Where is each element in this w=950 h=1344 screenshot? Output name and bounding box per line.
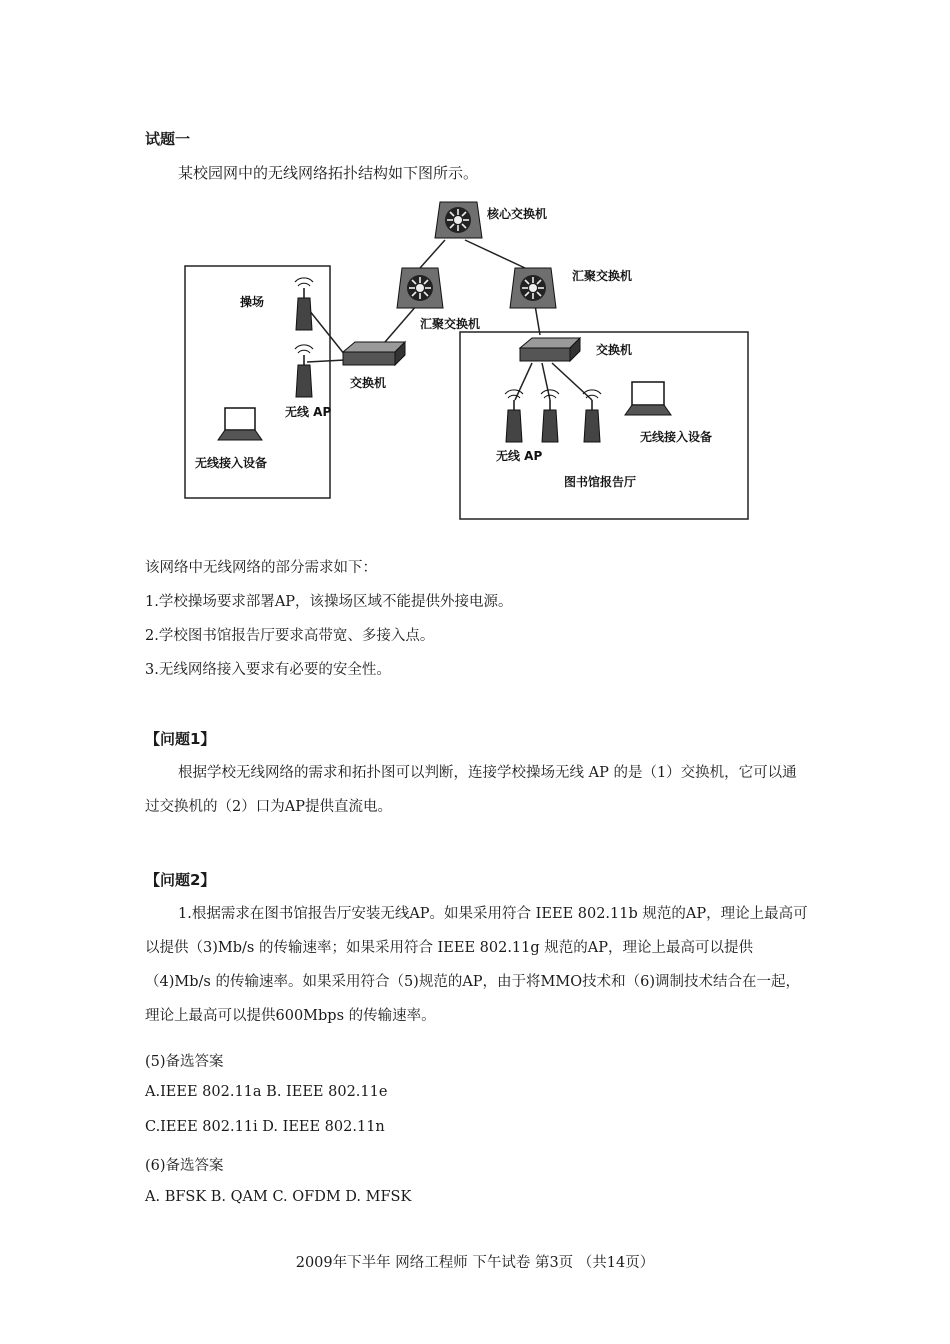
- option-5-label: (5)备选答案: [145, 1054, 224, 1070]
- intro-text: 某校园网中的无线网络拓扑结构如下图所示。: [178, 164, 479, 182]
- laptop-icon: [625, 382, 671, 415]
- section-title: 试题一: [145, 130, 191, 148]
- question-1-heading: 【问题1】: [145, 730, 216, 748]
- device-right-label: 无线接入设备: [640, 430, 713, 444]
- question-2-heading: 【问题2】: [145, 871, 216, 889]
- question-1-text: 根据学校无线网络的需求和拓扑图可以判断，连接学校操场无线 AP 的是（1）交换机，它可以通过交换机的（2）口为AP提供直流电。: [145, 765, 797, 815]
- option-6-line: A. BFSK B. QAM C. OFDM D. MFSK: [145, 1189, 412, 1205]
- core-switch-icon: [435, 202, 482, 238]
- question-2-text: 1.根据需求在图书馆报告厅安装无线AP。如果采用符合 IEEE 802.11b 规范的AP，理论上最高可以提供（3)Mb/s 的传输速率；如果采用符合 IEEE 802.11g 规范的AP，理论上最高可以提供（4)Mb/s 的传输速率。如果采用符合（5)规范的AP，由于将MMO技术和（6)调制技术结合在一起，理论上最高可以提供600Mbps 的传输速率。: [145, 906, 808, 1024]
- switch-left-label: 交换机: [350, 376, 387, 390]
- ap-right-label: 无线 AP: [496, 449, 543, 463]
- playground-label: 操场: [240, 295, 265, 309]
- agg-switch-left-label: 汇聚交换机: [420, 317, 481, 331]
- laptop-icon: [218, 408, 262, 440]
- agg-switch-left-icon: [397, 268, 443, 308]
- switch-right-label: 交换机: [596, 343, 633, 357]
- ap-left-label: 无线 AP: [285, 405, 332, 419]
- option-5-line: C.IEEE 802.11i D. IEEE 802.11n: [145, 1119, 385, 1135]
- option-6-label: (6)备选答案: [145, 1158, 224, 1174]
- ap-icon: [295, 345, 313, 397]
- switch-left-icon: [343, 342, 405, 365]
- agg-switch-right-label: 汇聚交换机: [572, 269, 633, 283]
- ap-icon: [583, 390, 601, 442]
- library-zone: [460, 332, 748, 519]
- switch-right-icon: [520, 338, 580, 361]
- library-label: 图书馆报告厅: [564, 475, 637, 489]
- topology-diagram: [180, 190, 755, 525]
- core-switch-label: 核心交换机: [487, 207, 548, 221]
- option-5-line: A.IEEE 802.11a B. IEEE 802.11e: [145, 1084, 388, 1100]
- requirement-item: 2.学校图书馆报告厅要求高带宽、多接入点。: [145, 628, 435, 644]
- requirement-item: 1.学校操场要求部署AP，该操场区域不能提供外接电源。: [145, 594, 513, 610]
- ap-icon: [295, 278, 313, 330]
- requirements-heading: 该网络中无线网络的部分需求如下：: [145, 560, 377, 576]
- requirement-item: 3.无线网络接入要求有必要的安全性。: [145, 662, 391, 678]
- agg-switch-right-icon: [510, 268, 556, 308]
- page-footer: 2009年下半年 网络工程师 下午试卷 第3页 （共14页）: [295, 1255, 655, 1271]
- ap-icon: [505, 390, 523, 442]
- device-left-label: 无线接入设备: [195, 456, 268, 470]
